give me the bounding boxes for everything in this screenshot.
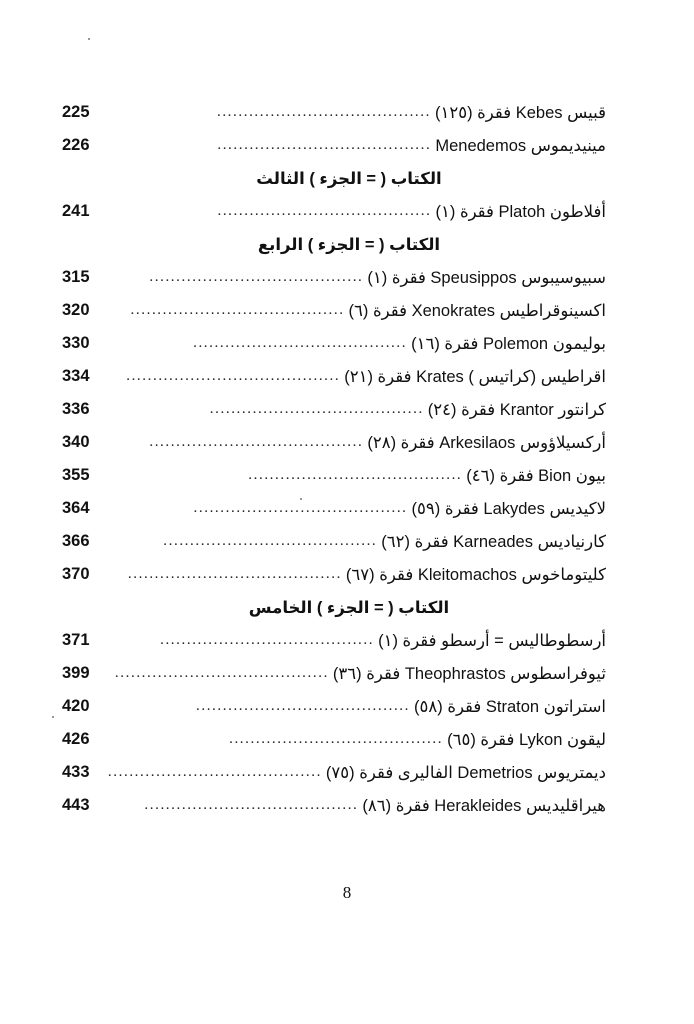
toc-entry	[62, 690, 606, 723]
section-heading-text: الكتاب ( = الجزء ) الثالث	[256, 169, 442, 188]
dot-leader: ........................................	[193, 500, 408, 516]
toc-entry	[62, 327, 606, 360]
toc-entry	[62, 96, 606, 129]
entry-page-number: 225	[62, 103, 90, 121]
entry-page-number: 399	[62, 664, 90, 682]
section-heading-text: الكتاب ( = الجزء ) الخامس	[248, 598, 450, 617]
toc-entry	[62, 723, 606, 756]
entry-page-number: 370	[62, 565, 90, 583]
entry-page-number: 330	[62, 334, 90, 352]
entry-title: هيراقليديس Herakleides فقرة (٨٦)	[362, 796, 606, 815]
entry-title: سبيوسيبوس Speusippos فقرة (١)	[367, 268, 606, 287]
entry-title: أفلاطون Platoh فقرة (١)	[435, 202, 606, 221]
entry-page-number: 315	[62, 268, 90, 286]
entry-title: ليقون Lykon فقرة (٦٥)	[447, 730, 606, 749]
dot-leader: ........................................	[229, 731, 444, 747]
toc-entry	[62, 294, 606, 327]
toc-entry	[62, 426, 606, 459]
entry-title: لاكيديس Lakydes فقرة (٥٩)	[411, 499, 606, 518]
entry-page-number: 443	[62, 796, 90, 814]
entry-title: كرانتور Krantor فقرة (٢٤)	[427, 400, 606, 419]
toc-entry	[62, 789, 606, 822]
toc-entry	[62, 624, 606, 657]
entry-title: بيون Bion فقرة (٤٦)	[466, 466, 606, 485]
section-heading	[62, 228, 606, 261]
dot-leader: ........................................	[193, 335, 408, 351]
toc-entry	[62, 261, 606, 294]
toc-entry	[62, 657, 606, 690]
entry-page-number: 420	[62, 697, 90, 715]
entry-title: اكسينوقراطيس Xenokrates فقرة (٦)	[348, 301, 606, 320]
scan-speck	[52, 716, 54, 718]
entry-title: كليتوماخوس Kleitomachos فقرة (٦٧)	[345, 565, 606, 584]
dot-leader: ........................................	[130, 302, 345, 318]
entry-title: أرسطوطاليس = أرسطو فقرة (١)	[378, 631, 606, 650]
entry-title: كارنياديس Karneades فقرة (٦٢)	[381, 532, 606, 551]
entry-title: ديمتريوس Demetrios الفاليرى فقرة (٧٥)	[325, 763, 606, 782]
entry-page-number: 334	[62, 367, 90, 385]
toc-entry	[62, 195, 606, 228]
toc-entry	[62, 525, 606, 558]
dot-leader: ........................................	[217, 203, 432, 219]
toc-entry	[62, 459, 606, 492]
entry-page-number: 366	[62, 532, 90, 550]
dot-leader: ........................................	[196, 698, 410, 714]
section-heading-text: الكتاب ( = الجزء ) الرابع	[257, 235, 441, 254]
toc-entry	[62, 558, 606, 591]
dot-leader: ........................................	[216, 104, 431, 120]
dot-leader: ........................................	[163, 533, 378, 549]
dot-leader: ........................................	[127, 566, 342, 582]
entry-page-number: 426	[62, 730, 90, 748]
toc-entry	[62, 129, 606, 162]
scan-speck	[88, 38, 90, 40]
entry-page-number: 340	[62, 433, 90, 451]
dot-leader: ........................................	[217, 137, 432, 153]
entry-page-number: 433	[62, 763, 90, 781]
entry-title: أركسيلاؤوس Arkesilaos فقرة (٢٨)	[367, 433, 606, 452]
dot-leader: ........................................	[107, 764, 322, 780]
toc-entry	[62, 360, 606, 393]
section-heading	[62, 162, 606, 195]
toc-entry	[62, 393, 606, 426]
scan-speck	[300, 498, 302, 500]
page-number: 8	[342, 883, 352, 902]
entry-title: قبيس Kebes فقرة (١٢٥)	[434, 103, 606, 122]
dot-leader: ........................................	[114, 665, 329, 681]
toc-entry	[62, 492, 606, 525]
entry-page-number: 320	[62, 301, 90, 319]
dot-leader: ........................................	[160, 632, 375, 648]
entry-page-number: 241	[62, 202, 90, 220]
entry-page-number: 336	[62, 400, 90, 418]
dot-leader: ........................................	[126, 368, 341, 384]
toc-entry	[62, 756, 606, 789]
table-of-contents	[62, 96, 606, 822]
dot-leader: ........................................	[149, 269, 364, 285]
entry-title: مينيديموس Menedemos	[435, 136, 606, 155]
entry-page-number: 226	[62, 136, 90, 154]
dot-leader: ........................................	[209, 401, 424, 417]
entry-title: ثيوفراسطوس Theophrastos فقرة (٣٦)	[332, 664, 606, 683]
entry-title: اقراطيس (كراتيس ) Krates فقرة (٢١)	[344, 367, 606, 386]
dot-leader: ........................................	[248, 467, 463, 483]
dot-leader: ........................................	[149, 434, 364, 450]
entry-page-number: 355	[62, 466, 90, 484]
entry-title: بوليمون Polemon فقرة (١٦)	[411, 334, 606, 353]
entry-title: استراتون Straton فقرة (٥٨)	[414, 697, 606, 716]
dot-leader: ........................................	[144, 797, 359, 813]
entry-page-number: 371	[62, 631, 90, 649]
entry-page-number: 364	[62, 499, 90, 517]
section-heading	[62, 591, 606, 624]
